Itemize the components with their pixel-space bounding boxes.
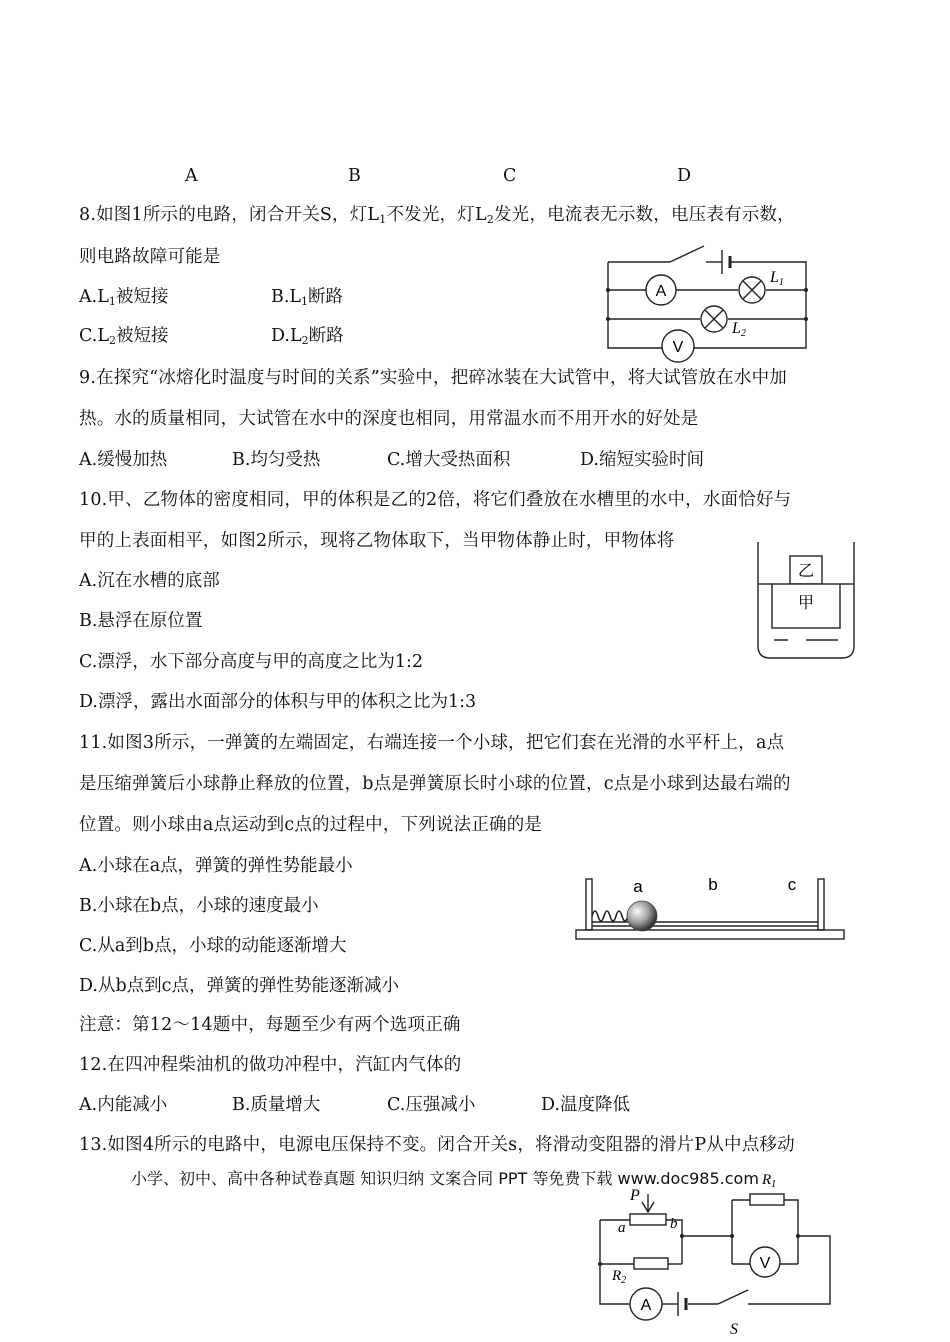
q12-stem-line1: 12.在四冲程柴油机的做功冲程中，汽缸内气体的 [79, 1055, 462, 1075]
figure-3-spring-ball [570, 870, 850, 945]
option-letter-b: B [348, 166, 361, 186]
block-jia-label: 甲 [797, 593, 815, 612]
option-letter-d: D [677, 166, 692, 186]
option-letter-a: A [185, 166, 198, 186]
switch-s-label: S [730, 1321, 738, 1338]
ammeter-label: A [655, 283, 667, 300]
q10-stem-line2: 甲的上表面相平，如图2所示，现将乙物体取下，当甲物体静止时，甲物体将 [79, 531, 675, 551]
q11-stem-line1: 11.如图3所示，一弹簧的左端固定，右端连接一个小球，把它们套在光滑的水平杆上，a点 [79, 733, 785, 753]
q12-option-b: B.质量增大 [232, 1095, 321, 1115]
q9-option-a: A.缓慢加热 [79, 450, 168, 470]
lamp-l1-label: L1 [770, 269, 784, 288]
q9-stem-line1: 9.在探究“冰熔化时温度与时间的关系”实验中，把碎冰装在大试管中，将大试管放在水中加 [79, 368, 787, 388]
q8-stem-line2: 则电路故障可能是 [79, 247, 221, 267]
point-a-label: a [633, 877, 643, 896]
q12-option-d: D.温度降低 [541, 1095, 630, 1115]
rheostat-end-a-label: a [618, 1220, 626, 1236]
q8-stem-line1: 8.如图1所示的电路，闭合开关S，灯$L_1$不发光，灯$L_2$发光，电流表无示数，电压表有示数， [79, 205, 795, 226]
point-c-label: c [787, 875, 797, 894]
figure-1-circuit [600, 240, 820, 365]
q11-option-b: B.小球在b点，小球的速度最小 [79, 896, 319, 916]
voltmeter-label: V [672, 339, 684, 356]
resistor-r2-label: $R_2$ [612, 1268, 627, 1286]
q10-option-b: B.悬浮在原位置 [79, 611, 203, 631]
q13-stem-line1: 13.如图4所示的电路中，电源电压保持不变。闭合开关s，将滑动变阻器的滑片P从中点移动 [79, 1135, 795, 1155]
q9-option-b: B.均匀受热 [232, 450, 321, 470]
q11-option-c: C.从a到b点，小球的动能逐渐增大 [79, 936, 347, 956]
footer-watermark: 小学、初中、高中各种试卷真题 知识归纳 文案合同 PPT 等免费下载 www.doc985.com [131, 1169, 759, 1188]
q8-option-d: $D.L_2$断路 [271, 326, 344, 347]
ammeter-label: A [640, 1297, 652, 1314]
figure-2-water-tank [752, 538, 862, 662]
q10-option-d: D.漂浮，露出水面部分的体积与甲的体积之比为1:3 [79, 692, 477, 712]
q8-option-a: $A.L_1$被短接 [79, 287, 169, 308]
q11-stem-line3: 位置。则小球由a点运动到c点的过程中，下列说法正确的是 [79, 815, 543, 835]
q9-option-c: C.增大受热面积 [387, 450, 511, 470]
q11-option-d: D.从b点到c点，弹簧的弹性势能逐渐减小 [79, 976, 399, 996]
lamp-l2-label: L2 [732, 320, 746, 339]
q10-option-c: C.漂浮，水下部分高度与甲的高度之比为1:2 [79, 652, 423, 672]
q9-option-d: D.缩短实验时间 [580, 450, 704, 470]
figure-4-circuit [590, 1168, 840, 1342]
q10-stem-line1: 10.甲、乙物体的密度相同，甲的体积是乙的2倍，将它们叠放在水槽里的水中，水面恰好与 [79, 490, 792, 510]
q10-option-a: A.沉在水槽的底部 [79, 571, 220, 591]
q11-stem-line2: 是压缩弹簧后小球静止释放的位置，b点是弹簧原长时小球的位置，c点是小球到达最右端的 [79, 774, 791, 794]
q12-option-a: A.内能减小 [79, 1095, 168, 1115]
block-yi-label: 乙 [797, 561, 815, 580]
voltmeter-label: V [759, 1255, 771, 1272]
q11-option-a: A.小球在a点，弹簧的弹性势能最小 [79, 856, 353, 876]
q12-option-c: C.压强减小 [387, 1095, 476, 1115]
q9-stem-line2: 热。水的质量相同，大试管在水中的深度也相同，用常温水而不用开水的好处是 [79, 409, 699, 429]
q8-option-c: $C.L_2$被短接 [79, 326, 169, 347]
note-multi-answer: 注意：第12～14题中，每题至少有两个选项正确 [79, 1015, 461, 1035]
option-letter-c: C [503, 166, 517, 186]
resistor-r1-label: $R_1$ [762, 1172, 777, 1190]
rheostat-end-b-label: b [670, 1216, 678, 1232]
q8-option-b: $B.L_1$断路 [271, 287, 344, 308]
point-b-label: b [708, 875, 718, 894]
slider-p-label: P [630, 1187, 640, 1204]
